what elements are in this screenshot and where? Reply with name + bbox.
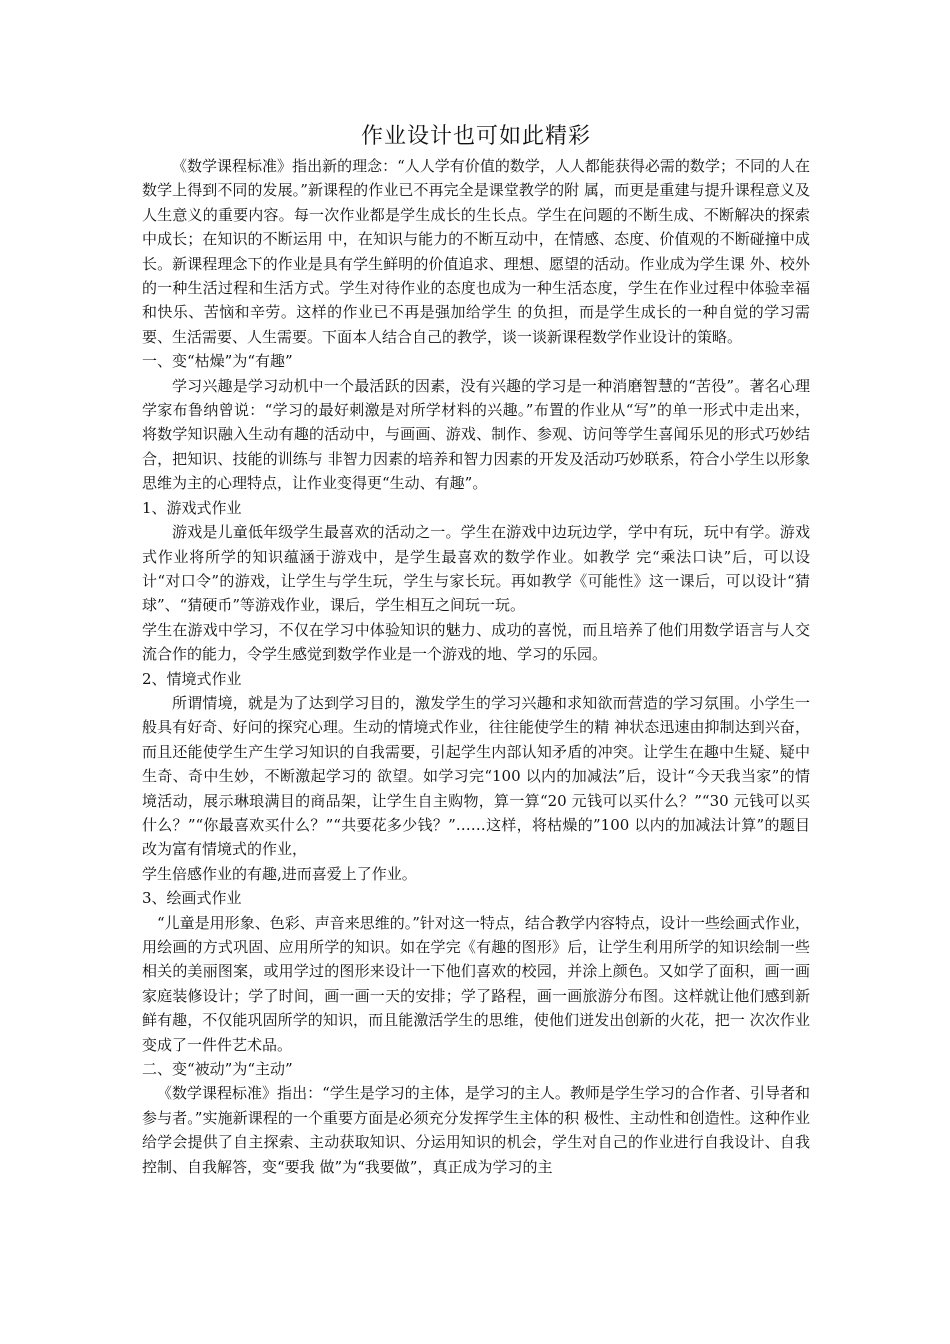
- paragraph: 所谓情境，就是为了达到学习目的，激发学生的学习兴趣和求知欲而营造的学习氛围。小学生一般具有好奇、好问的探究心理。生动的情境式作业，往往能使学生的精 神状态迅速由抑制达到兴奋，而且还能使学生产生学习知识的自我需要，引起学生内部认知矛盾的冲突。让学生在趣中生疑、疑中生奇、奇中生妙，不断激起学习的 欲望。如学习完“100 以内的加减法”后，设计“今天我当家”的情境活动，展示琳琅满目的商品架，让学生自主购物，算一算“20 元钱可以买什么？”“30 元钱可以买什么？”“你最喜欢买什么？”“共要花多少钱？”……这样，将枯燥的”100 以内的加减法计算”的题目改为富有情境式的作业，: [142, 693, 810, 859]
- paragraph: 学生在游戏中学习，不仅在学习中体验知识的魅力、成功的喜悦，而且培养了他们用数学语言与人交流合作的能力，令学生感觉到数学作业是一个游戏的地、学习的乐园。: [142, 620, 810, 664]
- document-body: [142, 154, 810, 1179]
- section-heading: 3、绘画式作业: [142, 889, 242, 908]
- paragraph: “儿童是用形象、色彩、声音来思维的。”针对这一特点，结合教学内容特点，设计一些绘画式作业，用绘画的方式巩固、应用所学的知识。如在学完《有趣的图形》后，让学生利用所学的知识绘制一些相关的美丽图案，或用学过的图形来设计一下他们喜欢的校园，并涂上颜色。又如学了面积，画一画家庭装修设计；学了时间，画一画一天的安排；学了路程，画一画旅游分布图。这样就让他们感到新鲜有趣，不仅能巩固所学的知识，而且能激活学生的思维，使他们迸发出创新的火花，把一 次次作业变成了一件件艺术品。: [142, 913, 810, 1054]
- paragraph: 《数学课程标准》指出新的理念：“人人学有价值的数学，人人都能获得必需的数学；不同的人在数学上得到不同的发展。”新课程的作业已不再完全是课堂教学的附 属，而更是重建与提升课程意义及人生意义的重要内容。每一次作业都是学生成长的生长点。学生在问题的不断生成、不断解决的探索中成长；在知识的不断运用 中，在知识与能力的不断互动中，在情感、态度、价值观的不断碰撞中成长。新课程理念下的作业是具有学生鲜明的价值追求、理想、愿望的活动。作业成为学生课 外、校外的一种生活过程和生活方式。学生对待作业的态度也成为一种生活态度，学生在作业过程中体验幸福和快乐、苦恼和辛劳。这样的作业已不再是强加给学生 的负担，而是学生成长的一种自觉的学习需要、生活需要、人生需要。下面本人结合自己的教学，谈一谈新课程数学作业设计的策略。: [142, 157, 810, 346]
- paragraph: 游戏是儿童低年级学生最喜欢的活动之一。学生在游戏中边玩边学，学中有玩，玩中有学。游戏式作业将所学的知识蕴涵于游戏中，是学生最喜欢的数学作业。如教学 完“乘法口诀”后，可以设计“对口令”的游戏，让学生与学生玩，学生与家长玩。再如教学《可能性》这一课后，可以设计“猜球”、“猜硬币”等游戏作业，课后，学生相互之间玩一玩。: [142, 523, 810, 615]
- section-heading: 一、变“枯燥”为“有趣”: [142, 352, 293, 371]
- paragraph: 《数学课程标准》指出：“学生是学习的主体，是学习的主人。教师是学生学习的合作者、引导者和参与者。”实施新课程的一个重要方面是必须充分发挥学生主体的积 极性、主动性和创造性。这种作业给学会提供了自主探索、主动获取知识、分运用知识的机会，学生对自己的作业进行自我设计、自我控制、自我解答，变“要我 做”为“我要做”，真正成为学习的主: [142, 1084, 810, 1176]
- section-heading: 2、情境式作业: [142, 669, 242, 688]
- document-title: 作业设计也可如此精彩: [360, 124, 591, 149]
- paragraph: 学习兴趣是学习动机中一个最活跃的因素，没有兴趣的学习是一种消磨智慧的“苦役”。著名心理学家布鲁纳曾说：“学习的最好刺激是对所学材料的兴趣。”布置的作业从“写”的单一形式中走出来，将数学知识融入生动有趣的活动中，与画画、游戏、制作、参观、访问等学生喜闻乐见的形式巧妙结合，把知识、技能的训练与 非智力因素的培养和智力因素的开发及活动巧妙联系，符合小学生以形象思维为主的心理特点，让作业变得更“生动、有趣”。: [142, 376, 810, 493]
- document-page: [142, 122, 810, 1179]
- section-heading: 1、游戏式作业: [142, 498, 242, 517]
- paragraph: 学生倍感作业的有趣,进而喜爱上了作业。: [142, 864, 417, 883]
- section-heading: 二、变“被动”为“主动”: [142, 1060, 293, 1079]
